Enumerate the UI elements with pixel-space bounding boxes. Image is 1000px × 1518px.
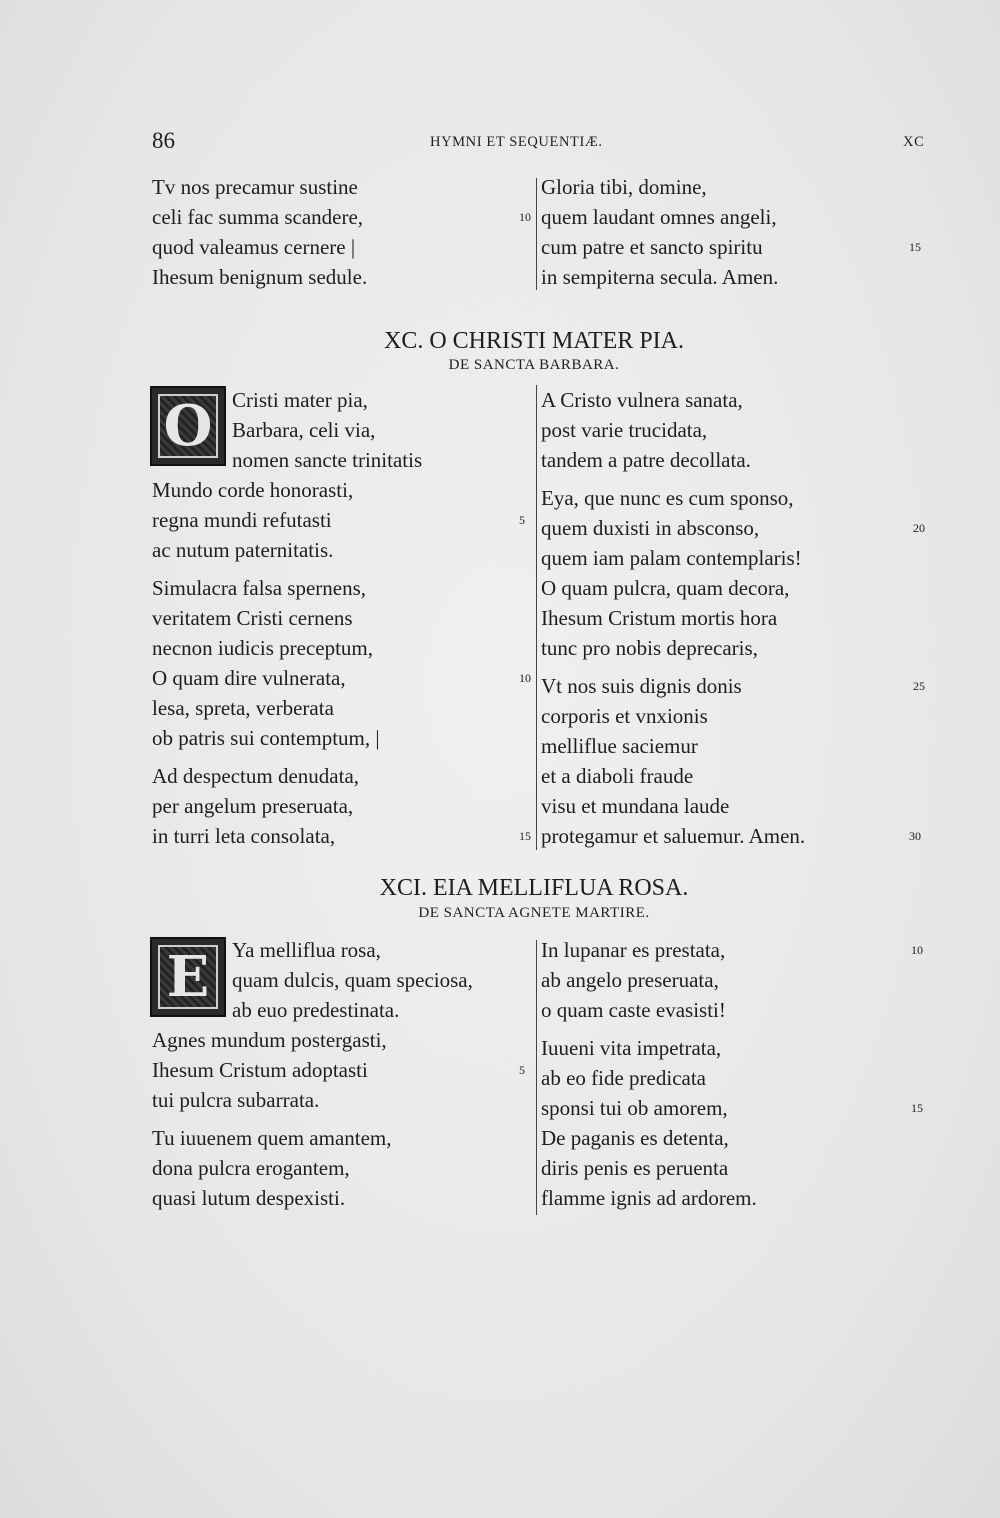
verse-line: O quam pulcra, quam decora, [541,576,790,600]
verse-line: ac nutum paternitatis. [152,538,334,562]
verse-line: quam dulcis, quam speciosa, [232,968,473,992]
verse-line: celi fac summa scandere, 10 [152,202,532,232]
decorated-initial-e: E [150,937,226,1017]
verse-line: Simulacra falsa spernens, [152,576,367,600]
verse-line: post varie trucidata, [541,418,708,442]
verse-line: In lupanar es prestata, 10 [541,935,941,965]
verse-line: A Cristo vulnera sanata, [541,388,743,412]
column-divider [536,385,537,850]
column-divider [536,178,537,290]
verse-line: ab eo fide predicata [541,1066,706,1090]
hymn-title: XCI. EIA MELLIFLUA ROSA. [379,875,689,901]
verse-line: tunc pro nobis deprecaris, [541,636,758,660]
verse-line: protegamur et saluemur. Amen. 30 [541,821,941,851]
verse-line: ab euo predestinata. [232,998,400,1022]
verse-line: Gloria tibi, domine, [541,175,707,199]
verse-line: et a diaboli fraude [541,764,694,788]
line-number: 5 [519,513,525,527]
page-number: 86 [152,128,175,153]
hymn-xci-right-column [541,935,941,1213]
decorated-initial-o: O [150,386,226,466]
verse-line: in sempiterna secula. Amen. [541,265,779,289]
verse-line: ob patris sui contemptum, | [152,726,380,750]
line-number: 30 [909,829,921,843]
verse-line: ab angelo preseruata, [541,968,719,992]
verse-line: Iuueni vita impetrata, [541,1036,722,1060]
verse-line: in turri leta consolata, 15 [152,821,532,851]
column-divider [536,940,537,1215]
verse-line: visu et mundana laude [541,794,730,818]
verse-line: Vt nos suis dignis donis 25 [541,671,941,701]
top-right-column [541,172,941,292]
verse-line: quasi lutum despexisti. [152,1186,346,1210]
verse-line: necnon iudicis preceptum, [152,636,374,660]
verse-line: quem laudant omnes angeli, [541,205,777,229]
verse-line: regna mundi refutasti 5 [152,505,532,535]
verse-line: tandem a patre decollata. [541,448,751,472]
line-number: 5 [519,1063,525,1077]
verse-line: o quam caste evasisti! [541,998,726,1022]
verse-line: lesa, spreta, verberata [152,696,334,720]
hymn-xc-left-column [152,385,532,851]
hymn-subtitle: DE SANCTA AGNETE MARTIRE. [418,905,650,921]
verse-line: diris penis es peruenta [541,1156,729,1180]
hymn-xc-right-column [541,385,941,851]
hymn-subtitle: DE SANCTA BARBARA. [448,357,620,373]
verse-line: Tu iuuenem quem amantem, [152,1126,392,1150]
line-number: 15 [909,240,921,254]
verse-line: quod valeamus cernere | [152,235,356,259]
verse-line: per angelum preseruata, [152,794,354,818]
verse-line: Tv nos precamur sustine [152,175,358,199]
verse-line: sponsi tui ob amorem, 15 [541,1093,941,1123]
verse-line: cum patre et sancto spiritu 15 [541,232,941,262]
verse-line: Ihesum Cristum adoptasti 5 [152,1055,532,1085]
verse-line: Ad despectum denudata, [152,764,360,788]
verse-line: melliflue saciemur [541,734,698,758]
line-number: 10 [519,210,531,224]
verse-line: Cristi mater pia, [232,388,368,412]
line-number: 15 [519,829,531,843]
verse-line: Eya, que nunc es cum sponso, [541,486,794,510]
line-number: 15 [911,1101,923,1115]
verse-line: quem iam palam contemplaris! [541,546,802,570]
verse-line: Agnes mundum postergasti, [152,1028,387,1052]
verse-line: quem duxisti in absconso, 20 [541,513,941,543]
verse-line: Mundo corde honorasti, [152,478,354,502]
verse-line: De paganis es detenta, [541,1126,729,1150]
verse-line: dona pulcra erogantem, [152,1156,350,1180]
verse-line: Ihesum Cristum mortis hora [541,606,778,630]
verse-line: flamme ignis ad ardorem. [541,1186,757,1210]
line-number: 10 [519,671,531,685]
line-number: 20 [913,521,925,535]
verse-line: Ya melliflua rosa, [232,938,381,962]
line-number: 10 [911,943,923,957]
hymn-xci-left-column [152,935,532,1213]
verse-line: tui pulcra subarrata. [152,1088,320,1112]
section-number: XC [903,134,925,150]
hymn-title: XC. O CHRISTI MATER PIA. [383,328,685,354]
verse-line: nomen sancte trinitatis [232,448,423,472]
verse-line: Ihesum benignum sedule. [152,265,368,289]
verse-line: Barbara, celi via, [232,418,376,442]
verse-line: veritatem Cristi cernens [152,606,353,630]
running-title: HYMNI ET SEQUENTIÆ. [430,134,603,150]
verse-line: corporis et vnxionis [541,704,708,728]
top-left-column [152,172,532,292]
verse-line: O quam dire vulnerata, 10 [152,663,532,693]
line-number: 25 [913,679,925,693]
